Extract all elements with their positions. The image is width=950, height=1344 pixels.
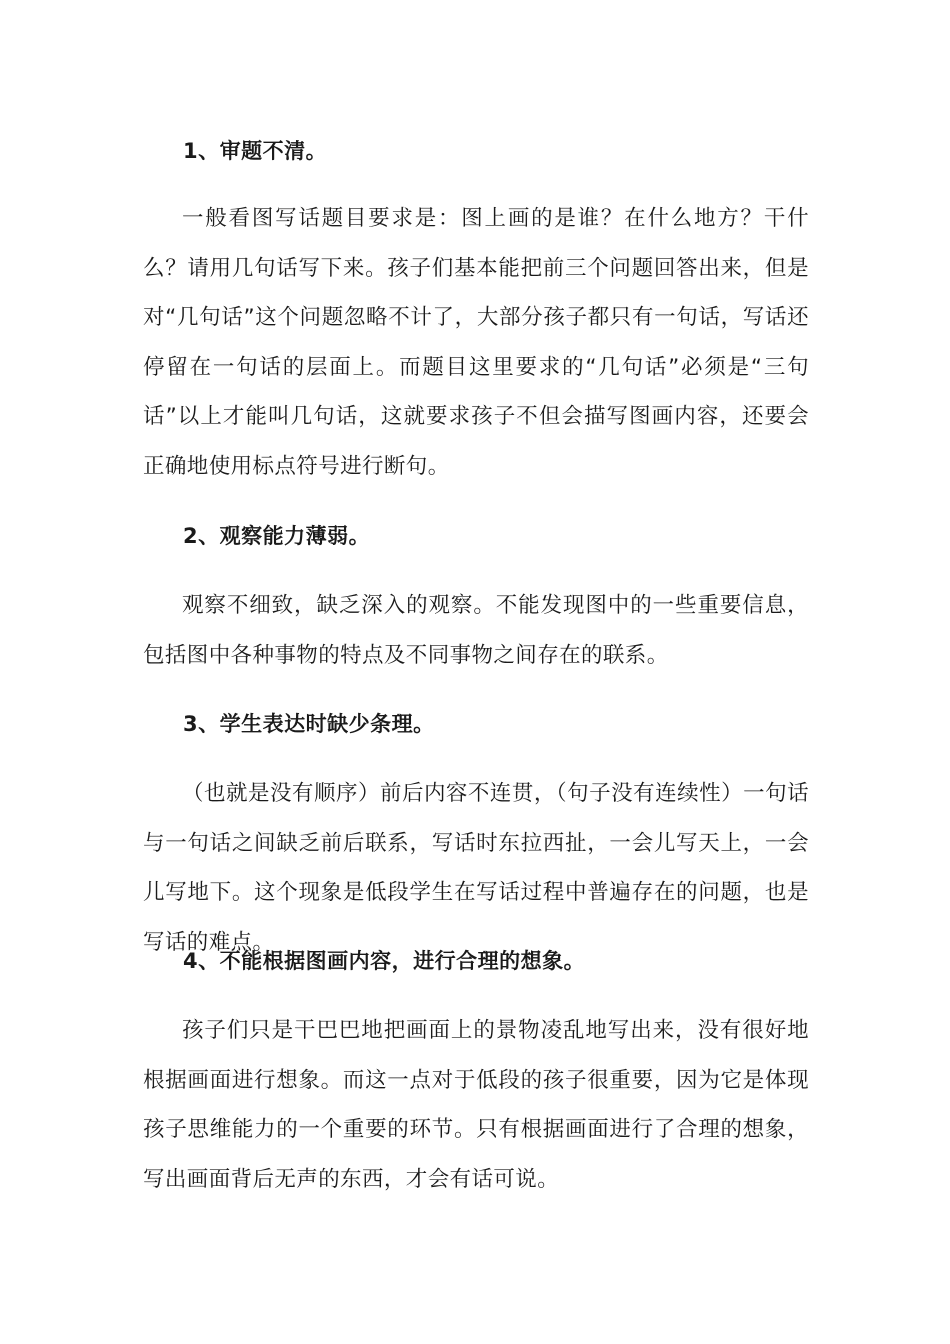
- section-1-body: 一般看图写话题目要求是：图上画的是谁？在什么地方？干什么？请用几句话写下来。孩子们基本能把前三个问题回答出来，但是对“几句话”这个问题忽略不计了，大部分孩子都只有一句话，写话还停留在一句话的层面上。而题目这里要求的“几句话”必须是“三句话”以上才能叫几句话，这就要求孩子不但会描写图画内容，还要会正确地使用标点符号进行断句。: [143, 206, 809, 479]
- section-3-body: （也就是没有顺序）前后内容不连贯，（句子没有连续性）一句话与一句话之间缺乏前后联系，写话时东拉西扯，一会儿写天上，一会儿写地下。这个现象是低段学生在写话过程中普遍存在的问题，也是写话的难点。: [143, 781, 809, 955]
- section-3-heading: 3、学生表达时缺少条理。: [183, 712, 435, 736]
- section-4-heading: 4、不能根据图画内容，进行合理的想象。: [183, 949, 586, 973]
- section-2-heading: 2、观察能力薄弱。: [183, 524, 371, 548]
- section-4-body: 孩子们只是干巴巴地把画面上的景物凌乱地写出来，没有很好地根据画面进行想象。而这一点对于低段的孩子很重要，因为它是体现孩子思维能力的一个重要的环节。只有根据画面进行了合理的想象，写出画面背后无声的东西，才会有话可说。: [143, 1018, 809, 1192]
- section-2-body: 观察不细致，缺乏深入的观察。不能发现图中的一些重要信息，包括图中各种事物的特点及不同事物之间存在的联系。: [143, 593, 809, 668]
- section-1-heading: 1、审题不清。: [183, 139, 328, 163]
